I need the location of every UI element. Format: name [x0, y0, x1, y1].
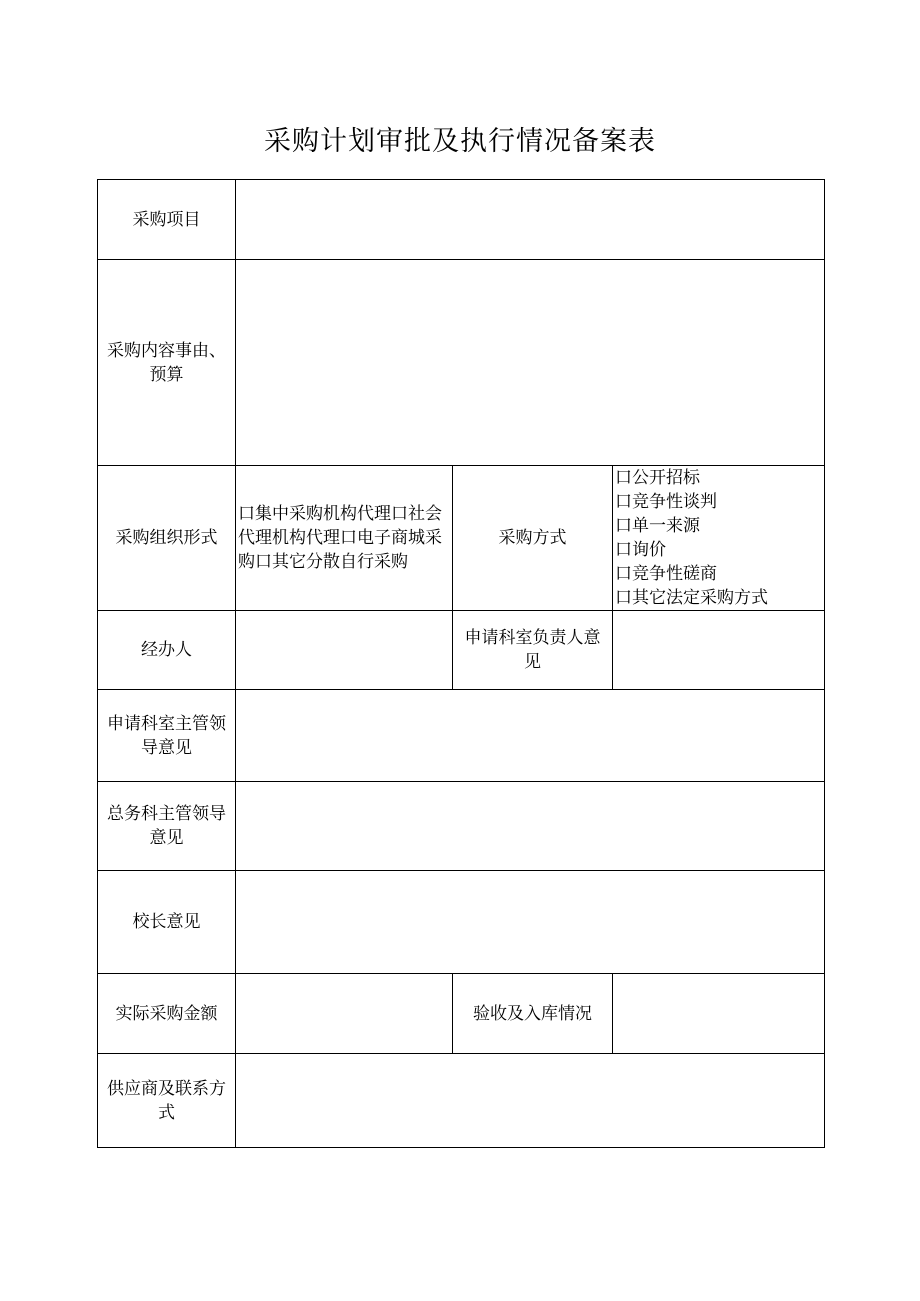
content-label: 采购内容事由、预算	[98, 260, 236, 466]
org-form-label: 采购组织形式	[98, 466, 236, 611]
handler-field[interactable]	[236, 611, 453, 690]
org-form-options[interactable]: 口集中采购机构代理口社会代理机构代理口电子商城采购口其它分散自行采购	[236, 466, 453, 611]
project-field[interactable]	[236, 180, 825, 260]
page-title: 采购计划审批及执行情况备案表	[264, 126, 656, 157]
method-option-competitive-negotiation[interactable]: 口竞争性谈判	[615, 492, 717, 512]
method-option-competitive-consultation[interactable]: 口竞争性磋商	[615, 564, 717, 584]
row-handler	[98, 611, 825, 690]
dept-head-field[interactable]	[613, 611, 825, 690]
project-label: 采购项目	[98, 180, 236, 260]
record-form-table	[97, 179, 825, 1148]
actual-amount-field[interactable]	[236, 974, 453, 1054]
dept-leader-field[interactable]	[236, 690, 825, 782]
method-options	[613, 466, 825, 611]
method-option-public-tender[interactable]: 口公开招标	[615, 468, 700, 488]
supplier-field[interactable]	[236, 1054, 825, 1148]
method-option-inquiry[interactable]: 口询价	[615, 540, 666, 560]
row-content	[98, 260, 825, 466]
principal-field[interactable]	[236, 871, 825, 974]
acceptance-label: 验收及入库情况	[453, 974, 613, 1054]
dept-head-label: 申请科室负责人意见	[453, 611, 613, 690]
row-dept-leader	[98, 690, 825, 782]
method-option-single-source[interactable]: 口单一来源	[615, 516, 700, 536]
row-general-affairs	[98, 782, 825, 871]
general-affairs-label: 总务科主管领导意见	[98, 782, 236, 871]
content-field[interactable]	[236, 260, 825, 466]
actual-amount-label: 实际采购金额	[98, 974, 236, 1054]
row-org-form	[98, 466, 825, 611]
row-principal	[98, 871, 825, 974]
principal-label: 校长意见	[98, 871, 236, 974]
dept-leader-label: 申请科室主管领导意见	[98, 690, 236, 782]
method-option-other[interactable]: 口其它法定采购方式	[615, 588, 768, 608]
acceptance-field[interactable]	[613, 974, 825, 1054]
row-project	[98, 180, 825, 260]
row-actual-amount	[98, 974, 825, 1054]
method-label: 采购方式	[453, 466, 613, 611]
supplier-label: 供应商及联系方式	[98, 1054, 236, 1148]
row-supplier	[98, 1054, 825, 1148]
handler-label: 经办人	[98, 611, 236, 690]
general-affairs-field[interactable]	[236, 782, 825, 871]
